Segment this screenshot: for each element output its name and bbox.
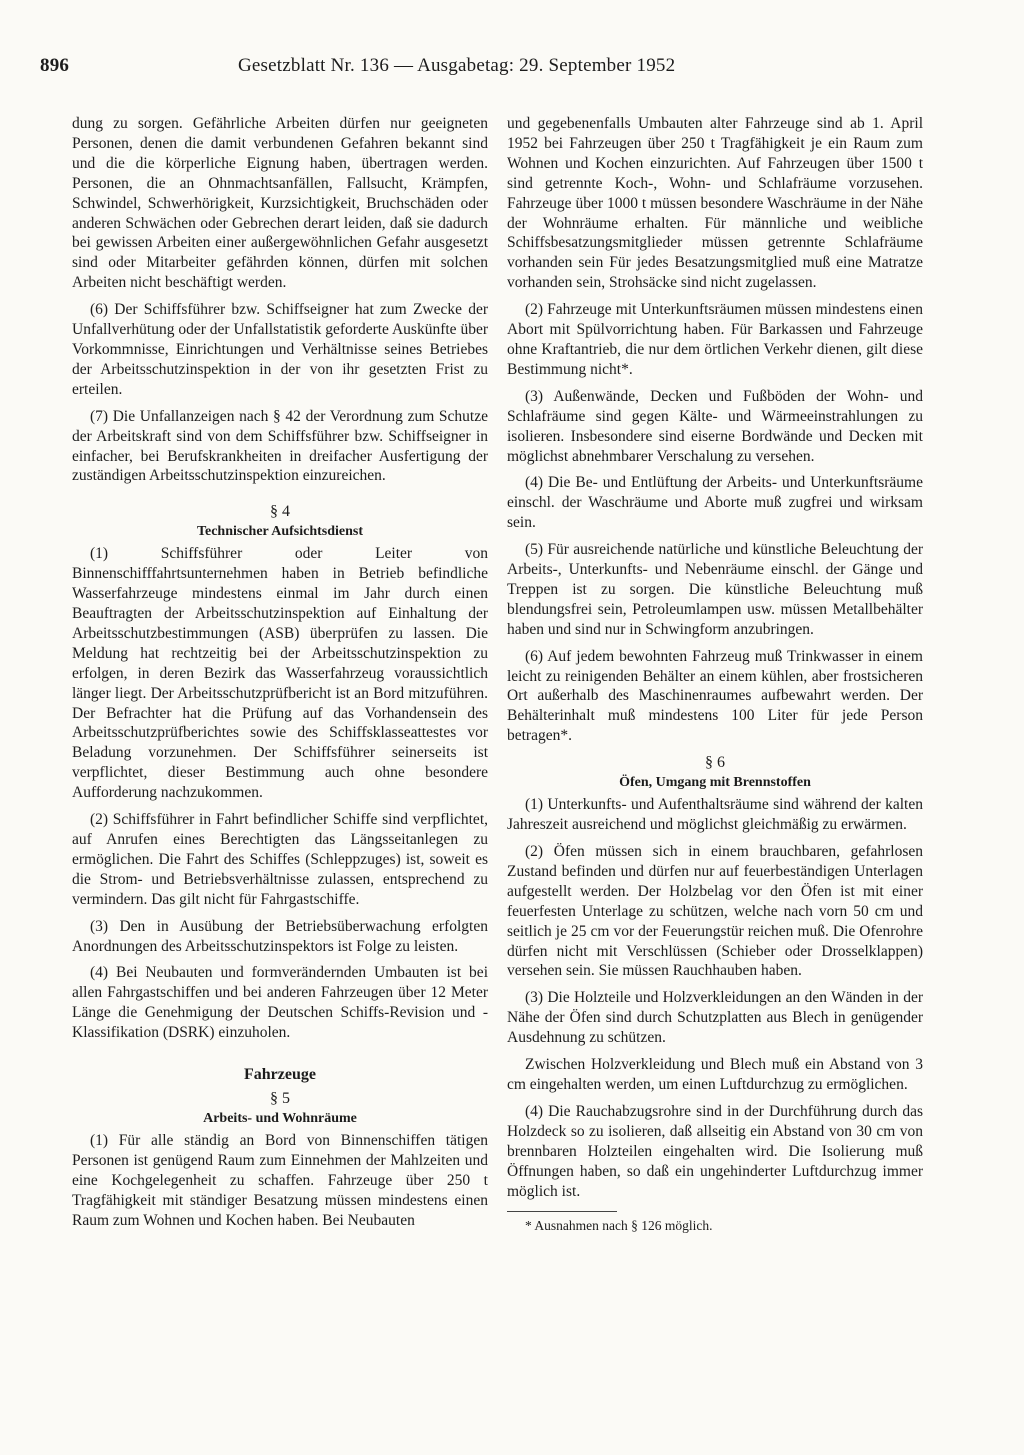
- paragraph: (3) Den in Ausübung der Betriebsüberwachung erfolgten Anordnungen des Arbeitsschutzinspektors ist Folge zu leisten.: [72, 917, 488, 955]
- paragraph: Zwischen Holzverkleidung und Blech muß ein Abstand von 3 cm eingehalten werden, um einen Luftdurchzug zu ermöglichen.: [507, 1056, 923, 1093]
- paragraph: (1) Unterkunfts- und Aufenthaltsräume sind während der kalten Jahreszeit ausreichend und möglichst gleichmäßig zu erwärmen.: [507, 796, 923, 834]
- section-number: § 5: [270, 1090, 290, 1108]
- paragraph: (3) Die Holzteile und Holzverkleidungen an den Wänden in der Nähe der Öfen sind durch Schutzplatten aus Blech in genügender Ausdehnung zu schützen.: [507, 989, 923, 1047]
- section-number: § 4: [270, 503, 290, 521]
- footnote: * Ausnahmen nach § 126 möglich.: [525, 1218, 713, 1234]
- section-title: Arbeits- und Wohnräume: [203, 1111, 357, 1127]
- chapter-heading: Fahrzeuge: [244, 1066, 316, 1084]
- section-title: Öfen, Umgang mit Brennstoffen: [619, 775, 811, 791]
- paragraph: (4) Bei Neubauten und formverändernden Umbauten ist bei allen Fahrgastschiffen und bei anderen Fahrzeugen über 12 Meter Länge die Genehmigung der Deutschen Schiffs-Revision und -Klassifikation (DSRK) einzuholen.: [72, 964, 488, 1042]
- paragraph: (1) Für alle ständig an Bord von Binnenschiffen tätigen Personen ist genügend Raum zum Einnehmen der Mahlzeiten und eine Kochgelegenheit zu schaffen. Fahrzeuge über 250 t Tragfähigkeit mit ständiger Besatzung müssen mindestens einen Raum zum Wohnen und Kochen haben. Bei Neubauten: [72, 1132, 488, 1229]
- paragraph: (5) Für ausreichende natürliche und künstliche Beleuchtung der Arbeits-, Unterkunfts- und Nebenräume einschl. der Gänge und Treppen ist zu sorgen. Die künstliche Beleuchtung muß blendungsfrei sein, Petroleumlampen usw. müssen Metallbehälter haben und sind nur in Schwingform anzubringen.: [507, 541, 923, 638]
- page-header: [40, 55, 730, 83]
- footnote-divider: [507, 1211, 617, 1212]
- header-title: Gesetzblatt Nr. 136 — Ausgabetag: 29. September 1952: [238, 55, 676, 76]
- paragraph: (7) Die Unfallanzeigen nach § 42 der Verordnung zum Schutze der Arbeitskraft sind von dem Schiffsführer bzw. Schiffseigner in einfacher, bei Berufskrankheiten in dreifacher Ausfertigung der zuständigen Arbeitsschutzinspektion einzureichen.: [72, 407, 488, 485]
- paragraph: (2) Schiffsführer in Fahrt befindlicher Schiffe sind verpflichtet, auf Anrufen eines Berechtigten das Längsseitanlegen zu ermöglichen. Die Fahrt des Schiffes (Schleppzuges) ist, soweit es die Strom- und Betriebsverhältnisse zulassen, entsprechend zu vermindern. Das gilt nicht für Fahrgastschiffe.: [72, 811, 488, 908]
- right-column: [507, 114, 923, 1243]
- page-number: 896: [40, 55, 70, 76]
- paragraph: (1) Schiffsführer oder Leiter von Binnenschifffahrtsunternehmen haben in Betrieb befindliche Wasserfahrzeuge mindestens einmal im Jahr durch einen Beauftragten der Arbeitsschutzinspektion auf Einhaltung der Arbeitsschutzbestimmungen (ASB) überprüfen zu lassen. Die Meldung hat rechtzeitig bei der Arbeitsschutzinspektion zu erfolgen, in deren Bezirk das Wasserfahrzeug voraussichtlich länger liegt. Der Arbeitsschutzprüfbericht ist an Bord mitzuführen. Der Befrachter hat die Prüfung auf das Vorhandensein des Arbeitsschutzprüfberichtes sowie des Schiffsklasseattestes vor Beladung vorzunehmen. Der Schiffsführer seinerseits ist verpflichtet, dieser Bestimmung auch ohne besondere Aufforderung nachzukommen.: [72, 545, 488, 802]
- paragraph: (2) Fahrzeuge mit Unterkunftsräumen müssen mindestens einen Abort mit Spülvorrichtung haben. Für Barkassen und Fahrzeuge ohne Kraftantrieb, die nur dem örtlichen Verkehr dienen, gilt diese Bestimmung nicht*.: [507, 301, 923, 378]
- paragraph: (4) Die Rauchabzugsrohre sind in der Durchführung durch das Holzdeck so zu isolieren, daß allseitig ein Abstand von 30 cm von brennbaren Holzteilen eingehalten wird. Die Isolierung muß Öffnungen haben, so daß ein ungehinderter Luftdurchzug immer möglich ist.: [507, 1102, 923, 1200]
- section-title: Technischer Aufsichtsdienst: [196, 524, 364, 540]
- paragraph: (4) Die Be- und Entlüftung der Arbeits- und Unterkunftsräume einschl. der Waschräume und Aborte muß zugfrei und wirksam sein.: [507, 474, 923, 532]
- left-column: [72, 114, 488, 1238]
- paragraph: und gegebenenfalls Umbauten alter Fahrzeuge sind ab 1. April 1952 bei Fahrzeugen über 250 t Tragfähigkeit je ein Raum zum Wohnen und Kochen einzurichten. Auf Fahrzeugen über 1500 t sind getrennte Koch-, Wohn- und Schlafräume vorzusehen. Fahrzeuge über 1000 t müssen besondere Waschräume in der Nähe der Wohnräume erhalten. Für männliche und weibliche Schiffsbesatzungsmitglieder müssen getrennte Schlafräume vorhanden sein Für jedes Besatzungsmitglied muß eine Matratze vorhanden sein, Strohsäcke sind nicht zugelassen.: [507, 115, 923, 292]
- paragraph: (6) Auf jedem bewohnten Fahrzeug muß Trinkwasser in einem leicht zu reinigenden Behälter an einem kühlen, aber frostsicheren Ort außerhalb des Maschinenraumes aufbewahrt werden. Der Behälterinhalt muß mindestens 100 Liter für jede Person betragen*.: [507, 647, 923, 745]
- paragraph: (2) Öfen müssen sich in einem brauchbaren, gefahrlosen Zustand befinden und dürfen nur auf feuerbeständigen Unterlagen aufgestellt werden. Der Holzbelag vor den Öfen ist mit einer feuerfesten Unterlage zu schützen, welche nach vorn 50 cm und seitlich je 25 cm vor der Feuerungstür reichen muß. Die Ofenrohre dürfen nicht mit Verschlüssen (Schieber oder Drosselklappen) versehen sein. Sie müssen Rauchhauben haben.: [507, 843, 923, 980]
- paragraph: (6) Der Schiffsführer bzw. Schiffseigner hat zum Zwecke der Unfallverhütung oder der Unfallstatistik geforderte Auskünfte über Vorkommnisse, Einrichtungen und Verhältnisse seines Betriebes der Arbeitsschutzinspektion in der von ihr gesetzten Frist zu erteilen.: [72, 301, 488, 398]
- section-number: § 6: [705, 754, 725, 772]
- paragraph: (3) Außenwände, Decken und Fußböden der Wohn- und Schlafräume sind gegen Kälte- und Wärmeeinstrahlungen zu isolieren. Insbesondere sind eiserne Bordwände und Decken mit möglichst abnehmbarer Verschalung zu versehen.: [507, 387, 923, 465]
- paragraph: dung zu sorgen. Gefährliche Arbeiten dürfen nur geeigneten Personen, denen die damit verbundenen Gefahren bekannt sind und die die körperliche Eignung haben, übertragen werden. Personen, die an Ohnmachtsanfällen, Fallsucht, Krämpfen, Schwindel, Schwerhörigkeit, Kurzsichtigkeit, Bruchschäden oder anderen Schwächen oder Gebrechen derart leiden, daß sie dadurch bei gewissen Arbeiten einer außergewöhnlichen Gefahr ausgesetzt sind oder Mitarbeiter gefährden können, dürfen mit solchen Arbeiten nicht beschäftigt werden.: [72, 115, 488, 292]
